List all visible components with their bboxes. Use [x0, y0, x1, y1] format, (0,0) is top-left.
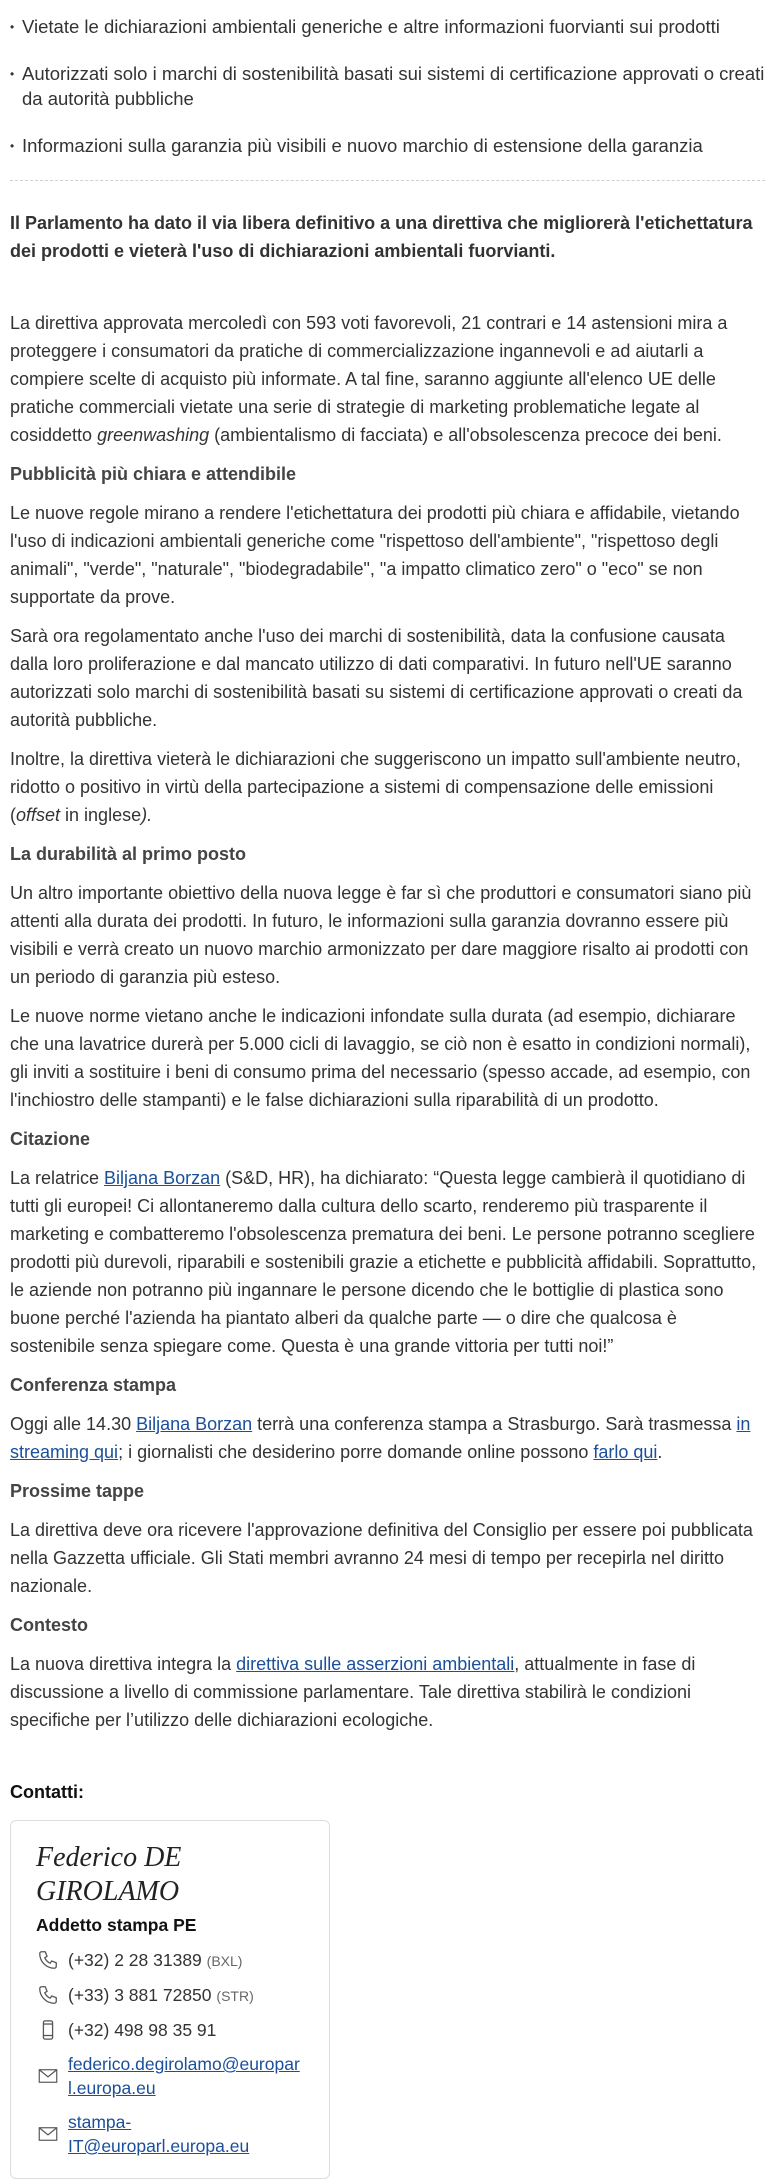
offset-emphasis: offset	[16, 805, 61, 825]
paragraph: Un altro importante obiettivo della nuova legge è far sì che produttori e consumatori siano più attenti alla durata dei prodotti. In futuro, le informazioni sulla garanzia dovranno essere più visibili e verrà creato un nuovo marchio armonizzato per dare maggiore risalto ai prodotti con un periodo di garanzia più esteso.	[10, 883, 752, 987]
paragraph-text: in inglese	[60, 805, 142, 825]
context-paragraph	[10, 1650, 765, 1734]
paragraph: Sarà ora regolamentato anche l'uso dei marchi di sostenibilità, data la confusione causata dalla loro proliferazione e dal mancato utilizzo di dati comparativi. In futuro nell'UE saranno autorizzati solo marchi di sostenibilità basati su sistemi di certificazione approvati o creati da autorità pubbliche.	[10, 626, 743, 730]
questions-link[interactable]: farlo qui	[593, 1442, 658, 1462]
paragraph-text: terrà una conferenza stampa a Strasburgo. Sarà trasmessa	[252, 1414, 737, 1434]
email-link[interactable]: federico.degirolamo@europarl.europa.eu	[68, 2054, 300, 2098]
highlight-item: • Informazioni sulla garanzia più visibili e nuovo marchio di estensione della garanzia	[10, 133, 765, 158]
section-heading-next-steps: Prossime tappe	[10, 1481, 145, 1501]
envelope-icon	[36, 2064, 60, 2088]
email-row[interactable]	[36, 2110, 304, 2158]
paragraph: Le nuove norme vietano anche le indicazioni infondate sulla durata (ad esempio, dichiarare che una lavatrice durerà per 5.000 cicli di lavaggio, se ciò non è esatto in condizioni normali), gli inviti a sostituire i beni di consumo prima del necessario (spesso accade, ad esempio, con l'inchiostro delle stampanti) e le false dichiarazioni sulla riparabilità di un prodotto.	[10, 1006, 751, 1110]
highlights-list	[10, 0, 765, 158]
paragraph-text: Inoltre, la direttiva vieterà le dichiarazioni che suggeriscono un impatto sull'ambiente neutro, ridotto o positivo in virtù della partecipazione a sistemi di compensazione delle emissioni (	[10, 749, 741, 825]
paragraph-text-end: ).	[141, 805, 153, 825]
highlight-item: • Autorizzati solo i marchi di sostenibilità basati sui sistemi di certificazione approvati o creati da autorità pubbliche	[10, 61, 765, 111]
phone-row[interactable]	[36, 1948, 304, 1973]
section-heading-context: Contesto	[10, 1615, 88, 1635]
intro-emphasis: greenwashing	[97, 425, 210, 445]
streaming-link[interactable]: in streaming qui	[10, 1414, 751, 1462]
paragraph-text: Oggi alle 14.30	[10, 1414, 137, 1434]
contacts-label: Contatti:	[10, 1782, 84, 1802]
phone-location-tag: (BXL)	[206, 1953, 243, 1969]
phone-number-value: (+33) 3 881 72850	[68, 1985, 212, 2005]
mobile-icon	[36, 2018, 60, 2042]
section-heading-quote: Citazione	[10, 1129, 91, 1149]
paragraph: Le nuove regole mirano a rendere l'etichettatura dei prodotti più chiara e affidabile, vietando l'uso di indicazioni ambientali generiche come "rispettoso dell'ambiente", "rispettoso degli animali", "verde", "naturale", "biodegradabile", "a impatto climatico zero" o "eco" se non supportate da prove.	[10, 503, 740, 607]
phone-number	[68, 1983, 254, 2008]
intro-paragraph	[10, 309, 765, 449]
paragraph-text: .	[657, 1442, 663, 1462]
envelope-icon	[36, 2122, 60, 2146]
highlight-item: • Vietate le dichiarazioni ambientali generiche e altre informazioni fuorvianti sui prodotti	[10, 14, 765, 39]
contact-name: Federico DE GIROLAMO	[36, 1842, 182, 1907]
press-paragraph	[10, 1410, 765, 1466]
section-heading-press-conference: Conferenza stampa	[10, 1375, 177, 1395]
contact-card	[10, 1820, 330, 2179]
paragraph-text: La nuova direttiva integra la	[10, 1654, 237, 1674]
rapporteur-link[interactable]: Biljana Borzan	[104, 1168, 221, 1188]
paragraph: La direttiva deve ora ricevere l'approvazione definitiva del Consiglio per essere poi pubblicata nella Gazzetta ufficiale. Gli Stati membri avranno 24 mesi di tempo per recepirla nel diritto nazionale.	[10, 1520, 753, 1596]
phone-icon	[36, 1983, 60, 2007]
rapporteur-link[interactable]: Biljana Borzan	[136, 1414, 253, 1434]
email-row[interactable]	[36, 2052, 304, 2100]
phone-location-tag: (STR)	[216, 1988, 254, 2004]
paragraph	[10, 745, 765, 829]
phone-icon	[36, 1948, 60, 1972]
phone-row[interactable]	[36, 1983, 304, 2008]
phone-number-value: (+32) 2 28 31389	[68, 1950, 202, 1970]
dotted-divider	[10, 180, 765, 181]
quote-paragraph	[10, 1164, 765, 1360]
environmental-claims-directive-link[interactable]: direttiva sulle asserzioni ambientali	[236, 1654, 515, 1674]
paragraph-text: ; i giornalisti che desiderino porre domande online possono	[118, 1442, 594, 1462]
intro-text: La direttiva approvata mercoledì con 593 voti favorevoli, 21 contrari e 14 astensioni mira a proteggere i consumatori da pratiche di commercializzazione ingannevoli e ad aiutarli a compiere scelte di acquisto più informate. A tal fine, saranno aggiunte all'elenco UE delle pratiche commerciali vietate una serie di strategie di marketing problematiche legate al cosiddetto	[10, 313, 728, 445]
intro-text-end: (ambientalismo di facciata) e all'obsolescenza precoce dei beni.	[209, 425, 722, 445]
section-heading-durability: La durabilità al primo posto	[10, 844, 247, 864]
paragraph-text: , attualmente in fase di discussione a livello di commissione parlamentare. Tale direttiva stabilirà le condizioni specifiche per l’utilizzo delle dichiarazioni ecologiche.	[10, 1654, 696, 1730]
section-heading-advertising: Pubblicità più chiara e attendibile	[10, 464, 297, 484]
contact-role: Addetto stampa PE	[36, 1915, 197, 1935]
quote-text: (S&D, HR), ha dichiarato: “Questa legge cambierà il quotidiano di tutti gli europei! Ci allontaneremo dalla cultura dello scarto, renderemo più trasparente il marketing e combatteremo l'obsolescenza prematura dei beni. Le persone potranno scegliere prodotti più durevoli, riparabili e sostenibili grazie a etichette e pubblicità affidabili. Soprattutto, le aziende non potranno più ingannare le persone dicendo che le bottiglie di plastica sono buone perché l'azienda ha piantato alberi da qualche parte — o dire che qualcosa è sostenibile senza spiegare come. Questa è una grande vittoria per tutti noi!”	[10, 1168, 757, 1356]
paragraph-text: La relatrice	[10, 1168, 105, 1188]
mobile-row[interactable]	[36, 2018, 304, 2042]
phone-number	[68, 1948, 242, 1973]
email-link[interactable]: stampa-IT@europarl.europa.eu	[68, 2112, 250, 2156]
mobile-number: (+32) 498 98 35 91	[68, 2020, 217, 2040]
lead-paragraph: Il Parlamento ha dato il via libera definitivo a una direttiva che migliorerà l'etichettatura dei prodotti e vieterà l'uso di dichiarazioni ambientali fuorvianti.	[10, 213, 753, 261]
